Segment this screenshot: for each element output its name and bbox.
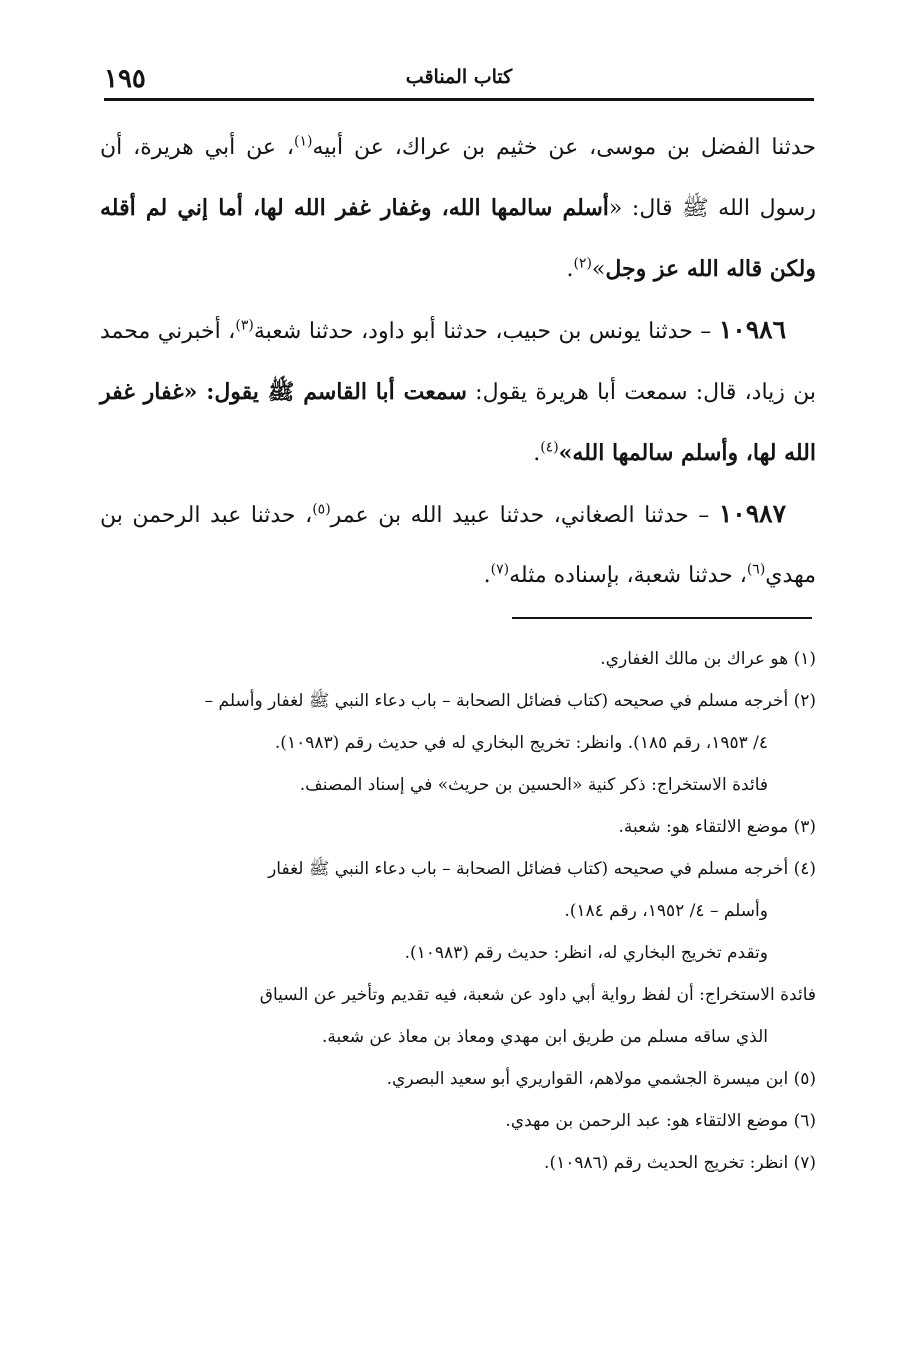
- header-rule: [104, 98, 814, 101]
- page-header: [104, 64, 814, 98]
- footnote-4-benefit: فائدة الاستخراج: أن لفظ رواية أبي داود عن شعبة، فيه تقديم وتأخير عن السياق: [259, 985, 816, 1005]
- footnote-4-benefit-continued: الذي ساقه مسلم من طريق ابن مهدي ومعاذ بن معاذ عن شعبة.: [321, 1027, 768, 1047]
- footnote-2-benefit: فائدة الاستخراج: ذكر كنية «الحسين بن حريث» في إسناد المصنف.: [299, 775, 768, 795]
- footnote-6: (٦) موضع الالتقاء هو: عبد الرحمن بن مهدي.: [505, 1111, 816, 1131]
- footnote-1: (١) هو عراك بن مالك الغفاري.: [600, 649, 816, 669]
- text-run: – حدثنا الصغاني، حدثنا عبيد الله بن عمر: [330, 503, 719, 528]
- bold-hadith-text: سمعت أبا القاسم ﷺ يقول: «غفار غفر الله لها، وأسلم سالمها الله»: [100, 379, 816, 466]
- hadith-number: ١٠٩٨٦: [718, 315, 786, 344]
- text-run: .: [566, 257, 574, 282]
- text-run: .: [533, 441, 541, 466]
- text-run: .: [483, 563, 491, 588]
- text-run: ، حدثنا عبد الرحمن بن مهدي: [100, 503, 816, 588]
- bold-hadith-text: أسلم سالمها الله، وغفار غفر الله لها، أما إني لم أقله ولكن قاله الله عز وجل: [100, 195, 816, 282]
- paragraph-10987: [100, 484, 816, 606]
- footnote-4-continued: وأسلم – ٤/ ١٩٥٢، رقم ١٨٤).: [564, 901, 768, 921]
- paragraph-10986: [100, 300, 816, 484]
- footnote-7: (٧) انظر: تخريج الحديث رقم (١٠٩٨٦).: [544, 1153, 816, 1173]
- footnote-4-note: وتقدم تخريج البخاري له، انظر: حديث رقم (١٠٩٨٣).: [404, 943, 768, 963]
- footnote-ref-7: (٧): [490, 561, 510, 578]
- footnote-separator: [512, 617, 812, 619]
- main-text: [100, 118, 816, 606]
- text-run: »: [591, 257, 606, 282]
- footnote-2: (٢) أخرجه مسلم في صحيحه (كتاب فضائل الصحابة – باب دعاء النبي ﷺ لغفار وأسلم –: [204, 691, 816, 711]
- footnote-ref-1: (١): [293, 133, 313, 150]
- footnotes: [100, 638, 816, 1184]
- hadith-number: ١٠٩٨٧: [718, 499, 787, 528]
- footnote-ref-2: (٢): [573, 255, 592, 272]
- page-number: ١٩٥: [104, 64, 146, 94]
- footnote-ref-3: (٣): [235, 317, 254, 334]
- book-title: كتاب المناقب: [405, 66, 513, 88]
- footnote-ref-5: (٥): [312, 501, 331, 518]
- footnote-5: (٥) ابن ميسرة الجشمي مولاهم، القواريري أبو سعيد البصري.: [386, 1069, 816, 1089]
- text-run: ، عن أبي هريرة، أن رسول الله ﷺ قال: «: [100, 135, 816, 221]
- footnote-2-continued: ٤/ ١٩٥٣، رقم ١٨٥). وانظر: تخريج البخاري له في حديث رقم (١٠٩٨٣).: [274, 733, 768, 753]
- text-run: حدثنا الفضل بن موسى، عن خثيم بن عراك، عن أبيه: [312, 135, 816, 160]
- footnote-ref-4: (٤): [540, 439, 559, 456]
- paragraph-1: [100, 118, 816, 300]
- text-run: – حدثنا يونس بن حبيب، حدثنا أبو داود، حدثنا شعبة: [253, 319, 719, 344]
- footnote-ref-6: (٦): [746, 561, 766, 578]
- footnote-3: (٣) موضع الالتقاء هو: شعبة.: [618, 817, 816, 837]
- footnote-4: (٤) أخرجه مسلم في صحيحه (كتاب فضائل الصحابة – باب دعاء النبي ﷺ لغفار: [268, 859, 816, 879]
- text-run: ، حدثنا شعبة، بإسناده مثله: [509, 563, 747, 588]
- text-run: ، أخبرني محمد بن زياد، قال: سمعت أبا هريرة يقول:: [100, 319, 816, 405]
